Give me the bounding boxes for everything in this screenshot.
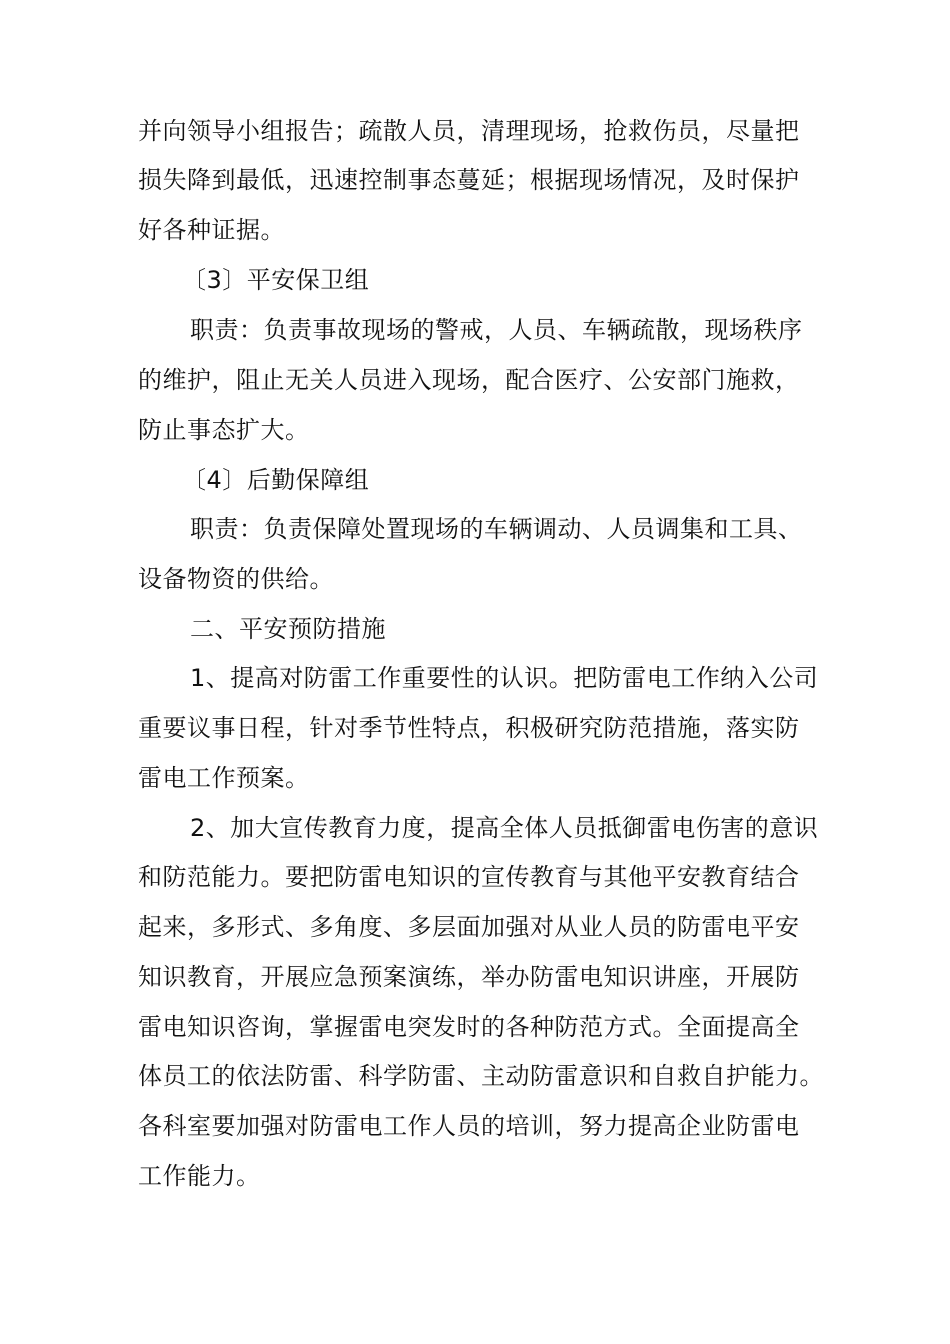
text-line: 损失降到最低，迅速控制事态蔓延；根据现场情况，及时保护 [138, 166, 800, 194]
paragraph-start: 职责：负责事故现场的警戒，人员、车辆疏散，现场秩序 [190, 316, 803, 344]
text-line: 体员工的依法防雷、科学防雷、主动防雷意识和自救自护能力。 [138, 1062, 824, 1090]
text-line: 并向领导小组报告；疏散人员，清理现场，抢救伤员，尽量把 [138, 117, 800, 145]
section-heading: 二、平安预防措施 [190, 615, 386, 643]
section-heading: 〔4〕后勤保障组 [182, 466, 370, 494]
paragraph-start: 2、加大宣传教育力度，提高全体人员抵御雷电伤害的意识 [190, 814, 819, 842]
text-line: 各科室要加强对防雷电工作人员的培训，努力提高企业防雷电 [138, 1112, 800, 1140]
paragraph-start: 1、提高对防雷工作重要性的认识。把防雷电工作纳入公司 [190, 664, 819, 692]
text-line: 雷电工作预案。 [138, 764, 310, 792]
text-line: 重要议事日程，针对季节性特点，积极研究防范措施，落实防 [138, 714, 800, 742]
text-line: 设备物资的供给。 [138, 565, 334, 593]
section-heading: 〔3〕平安保卫组 [182, 266, 370, 294]
text-line: 和防范能力。要把防雷电知识的宣传教育与其他平安教育结合 [138, 863, 800, 891]
text-line: 知识教育，开展应急预案演练，举办防雷电知识讲座，开展防 [138, 963, 800, 991]
text-line: 工作能力。 [138, 1162, 261, 1190]
paragraph-start: 职责：负责保障处置现场的车辆调动、人员调集和工具、 [190, 515, 803, 543]
text-line: 防止事态扩大。 [138, 416, 310, 444]
text-line: 起来，多形式、多角度、多层面加强对从业人员的防雷电平安 [138, 913, 800, 941]
text-line: 好各种证据。 [138, 216, 285, 244]
text-line: 雷电知识咨询，掌握雷电突发时的各种防范方式。全面提高全 [138, 1013, 800, 1041]
text-line: 的维护，阻止无关人员进入现场，配合医疗、公安部门施救， [138, 366, 800, 394]
